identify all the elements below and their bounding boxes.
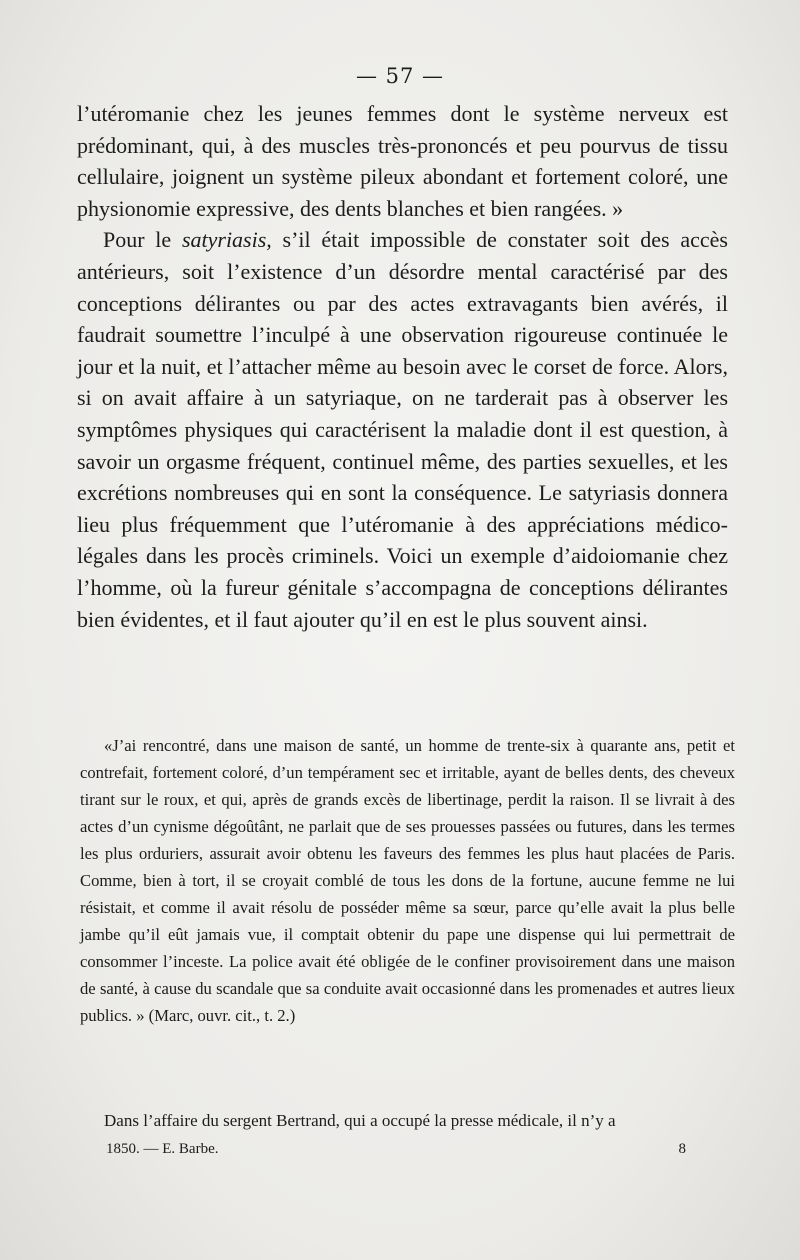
page-number: — 57 — bbox=[355, 64, 445, 88]
printer-signature: 1850. — E. Barbe. bbox=[106, 1141, 219, 1157]
quotation-text: «J’ai rencontré, dans une maison de santé, un homme de trente-six à quarante ans, petit et contrefait, fortement coloré, d’un tempérament sec et irritable, ayant de belles dents, des cheveux tirant sur le roux, et qui, après de grands excès de libertinage, perdit la raison. Il se livrait à des actes d’un cynisme dégoûtânt, ne parlait que de ses prouesses passées ou futures, dans les termes les plus orduriers, assurait avoir obtenu les faveurs des femmes les plus haut placées de Paris. Comme, bien à tort, il se croyait comblé de tous les dons de la fortune, aucune femme ne lui résistait, et comme il avait résolu de posséder même sa sœur, parce qu’elle avait la plus belle jambe qu’il eût jamais vue, il comptait obtenir du pape une dispense qui lui permettrait de consommer l’inceste. La police avait été obligée de le confiner provisoirement dans une maison de santé, à cause du scandale que sa conduite avait occasionné dans les promenades et autres lieux publics. » (Marc, ouvr. cit., t. 2.) bbox=[80, 736, 735, 1025]
quotation-block bbox=[80, 732, 735, 1029]
paragraph-1: l’utéromanie chez les jeunes femmes dont le système nerveux est prédominant, qui, à des muscles très-prononcés et peu pourvus de tissu cellulaire, joignent un système pileux abondant et fortement coloré, une physionomie expressive, des dents blanches et bien rangées. » bbox=[77, 101, 728, 221]
italic-term: satyriasis, bbox=[181, 227, 272, 253]
signature-mark: 8 bbox=[678, 1141, 686, 1157]
closing-line: Dans l’affaire du sergent Bertrand, qui a occupé la presse médicale, il n’y a bbox=[104, 1111, 616, 1130]
main-text bbox=[77, 98, 728, 635]
paragraph-2-rest: s’il était impossible de constater soit des accès antérieurs, soit l’existence d’un désordre mental caractérisé par des conceptions délirantes ou par des actes extravagants bien avérés, il faudrait soumettre l’inculpé à une observation rigoureuse continuée le jour et la nuit, et l’attacher même au besoin avec le corset de force. Alors, si on avait affaire à un satyriaque, on ne tarderait pas à observer les symptômes physiques qui caractérisent la maladie dont il est question, à savoir un orgasme fréquent, continuel même, des parties sexuelles, et les excrétions nombreuses qui en sont la conséquence. Le satyriasis donnera lieu plus fréquemment que l’utéromanie à des appréciations médico-légales dans les procès criminels. Voici un exemple d’aidoiomanie chez l’homme, où la fureur génitale s’accompagna de conceptions délirantes bien évidentes, et il faut ajouter qu’il en est le plus souvent ainsi. bbox=[77, 227, 728, 632]
page-footer bbox=[106, 1141, 686, 1158]
paragraph-2 bbox=[77, 224, 728, 635]
paragraph-2-start: Pour le bbox=[103, 227, 182, 253]
